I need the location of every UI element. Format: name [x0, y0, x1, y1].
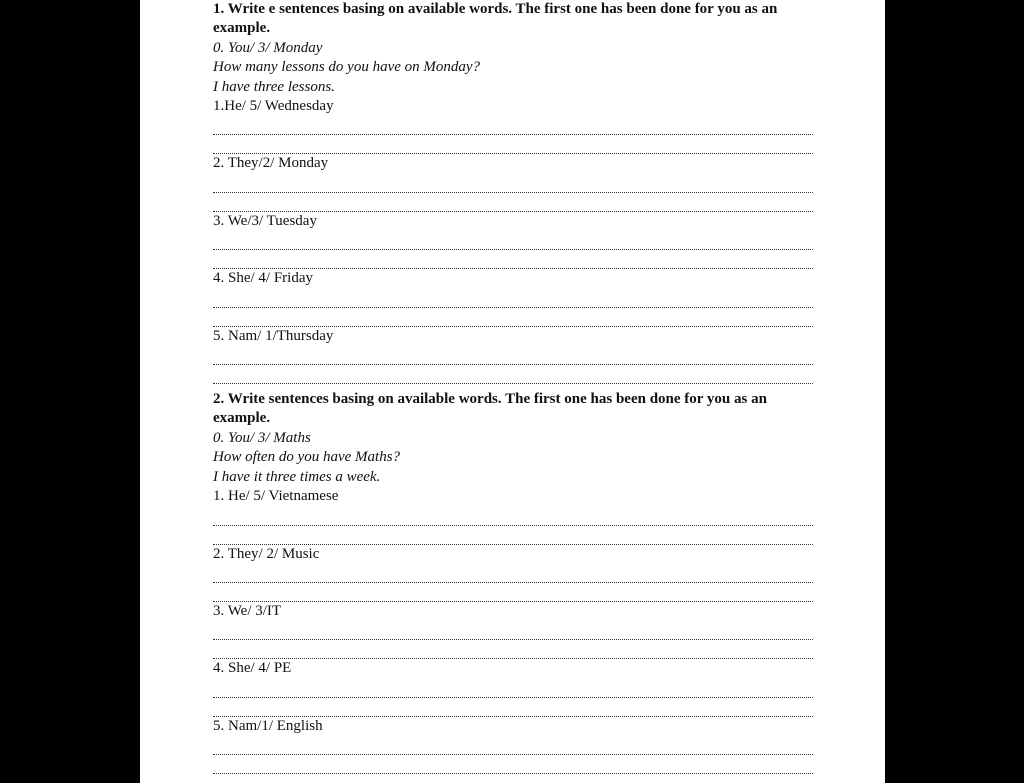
exercise2-example-answer: I have it three times a week.: [213, 468, 381, 485]
exercise1-example-question: How many lessons do you have on Monday?: [213, 59, 481, 76]
answer-line[interactable]: [213, 231, 813, 250]
exercise2-item-3: 3. We/ 3/IT: [213, 602, 282, 619]
exercise1-item-4: 4. She/ 4/ Friday: [213, 270, 313, 287]
answer-line[interactable]: [213, 621, 813, 640]
answer-line[interactable]: [213, 583, 813, 602]
exercise1-item-1: 1.He/ 5/ Wednesday: [213, 98, 334, 115]
worksheet-page: [140, 0, 885, 783]
answer-line[interactable]: [213, 736, 813, 755]
answer-line[interactable]: [213, 679, 813, 698]
answer-line[interactable]: [213, 250, 813, 269]
exercise1-example-answer: I have three lessons.: [213, 78, 335, 95]
answer-line[interactable]: [213, 289, 813, 308]
exercise2-heading: 2. Write sentences basing on available words. The first one has been done for you as an example.: [213, 391, 767, 427]
exercise1-item-3: 3. We/3/ Tuesday: [213, 212, 317, 229]
exercise2-example-question: How often do you have Maths?: [213, 449, 401, 466]
answer-line[interactable]: [213, 174, 813, 193]
exercise2-item-5: 5. Nam/1/ English: [213, 717, 323, 734]
exercise2-item-1: 1. He/ 5/ Vietnamese: [213, 488, 339, 505]
answer-line[interactable]: [213, 346, 813, 365]
answer-line[interactable]: [213, 116, 813, 135]
answer-line[interactable]: [213, 698, 813, 717]
worksheet-content: [213, 0, 823, 774]
answer-line[interactable]: [213, 193, 813, 212]
answer-line[interactable]: [213, 507, 813, 526]
answer-line[interactable]: [213, 135, 813, 154]
exercise1-item-5: 5. Nam/ 1/Thursday: [213, 327, 334, 344]
exercise1-item-2: 2. They/2/ Monday: [213, 155, 329, 172]
answer-line[interactable]: [213, 365, 813, 384]
answer-line[interactable]: [213, 308, 813, 327]
exercise2-item-4: 4. She/ 4/ PE: [213, 660, 292, 677]
answer-line[interactable]: [213, 526, 813, 545]
answer-line[interactable]: [213, 755, 813, 774]
exercise2-item-2: 2. They/ 2/ Music: [213, 545, 320, 562]
answer-line[interactable]: [213, 640, 813, 659]
exercise1-example-prompt: 0. You/ 3/ Monday: [213, 39, 323, 56]
exercise1-heading: 1. Write e sentences basing on available words. The first one has been done for you as an example.: [213, 1, 778, 37]
answer-line[interactable]: [213, 564, 813, 583]
exercise2-example-prompt: 0. You/ 3/ Maths: [213, 429, 311, 446]
